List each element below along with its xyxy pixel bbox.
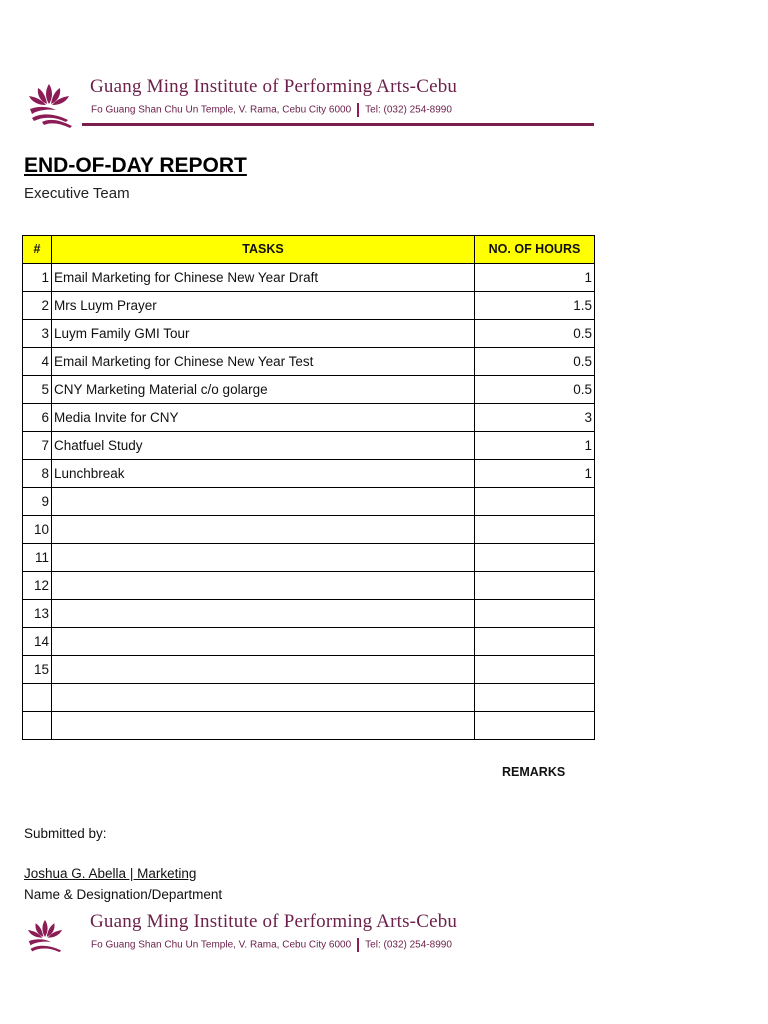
row-number: 15 bbox=[23, 656, 52, 684]
row-task bbox=[52, 544, 475, 572]
submitter-name: Joshua G. Abella | Marketing bbox=[24, 866, 197, 881]
table-row bbox=[23, 516, 595, 544]
row-number: 14 bbox=[23, 628, 52, 656]
row-hours bbox=[475, 600, 595, 628]
lotus-logo-icon bbox=[22, 76, 76, 130]
row-number: 10 bbox=[23, 516, 52, 544]
row-task: Media Invite for CNY bbox=[52, 404, 475, 432]
row-number bbox=[23, 684, 52, 712]
row-number: 12 bbox=[23, 572, 52, 600]
row-hours bbox=[475, 572, 595, 600]
row-hours: 1.5 bbox=[475, 292, 595, 320]
table-row bbox=[23, 628, 595, 656]
table-row bbox=[23, 656, 595, 684]
task-rows bbox=[23, 264, 595, 740]
table-row bbox=[23, 684, 595, 712]
footer-letterhead bbox=[20, 911, 600, 971]
remarks-label: REMARKS bbox=[502, 765, 566, 779]
table-row bbox=[23, 348, 595, 376]
row-task bbox=[52, 656, 475, 684]
row-hours bbox=[475, 516, 595, 544]
row-task: Email Marketing for Chinese New Year Draft bbox=[52, 264, 475, 292]
org-name: Guang Ming Institute of Performing Arts-Cebu bbox=[90, 76, 458, 97]
row-task: CNY Marketing Material c/o golarge bbox=[52, 376, 475, 404]
row-number: 13 bbox=[23, 600, 52, 628]
table-row bbox=[23, 544, 595, 572]
row-hours: 0.5 bbox=[475, 348, 595, 376]
designation-label: Name & Designation/Department bbox=[24, 887, 223, 902]
report-subtitle: Executive Team bbox=[24, 185, 130, 202]
row-hours bbox=[475, 544, 595, 572]
row-hours: 0.5 bbox=[475, 320, 595, 348]
row-hours bbox=[475, 712, 595, 740]
table-row bbox=[23, 376, 595, 404]
row-hours: 1 bbox=[475, 432, 595, 460]
row-hours: 0.5 bbox=[475, 376, 595, 404]
table-row bbox=[23, 404, 595, 432]
row-hours: 1 bbox=[475, 264, 595, 292]
row-hours: 3 bbox=[475, 404, 595, 432]
table-row bbox=[23, 320, 595, 348]
row-number: 11 bbox=[23, 544, 52, 572]
row-task bbox=[52, 600, 475, 628]
row-task bbox=[52, 712, 475, 740]
table-header-row bbox=[23, 236, 595, 264]
row-task: Luym Family GMI Tour bbox=[52, 320, 475, 348]
row-number: 5 bbox=[23, 376, 52, 404]
row-task bbox=[52, 488, 475, 516]
row-number: 2 bbox=[23, 292, 52, 320]
row-number bbox=[23, 712, 52, 740]
table-row bbox=[23, 264, 595, 292]
lotus-logo-icon bbox=[22, 913, 68, 959]
org-address: Fo Guang Shan Chu Un Temple, V. Rama, Cebu City 6000 bbox=[91, 104, 352, 116]
row-task: Lunchbreak bbox=[52, 460, 475, 488]
header-letterhead bbox=[20, 76, 600, 136]
row-task: Email Marketing for Chinese New Year Test bbox=[52, 348, 475, 376]
header-hours: NO. OF HOURS bbox=[475, 236, 595, 264]
row-hours: 1 bbox=[475, 460, 595, 488]
tasks-table bbox=[22, 235, 595, 740]
row-task: Chatfuel Study bbox=[52, 432, 475, 460]
row-hours bbox=[475, 684, 595, 712]
table-row bbox=[23, 712, 595, 740]
org-name: Guang Ming Institute of Performing Arts-Cebu bbox=[90, 911, 458, 932]
org-address: Fo Guang Shan Chu Un Temple, V. Rama, Cebu City 6000 bbox=[91, 939, 352, 951]
row-task bbox=[52, 572, 475, 600]
header-number: # bbox=[23, 236, 52, 264]
table-row bbox=[23, 460, 595, 488]
report-title: END-OF-DAY REPORT bbox=[24, 154, 247, 177]
org-phone: Tel: (032) 254-8990 bbox=[365, 939, 452, 951]
row-number: 6 bbox=[23, 404, 52, 432]
row-number: 3 bbox=[23, 320, 52, 348]
row-hours bbox=[475, 656, 595, 684]
row-task bbox=[52, 516, 475, 544]
row-number: 1 bbox=[23, 264, 52, 292]
org-phone: Tel: (032) 254-8990 bbox=[365, 104, 452, 116]
row-hours bbox=[475, 628, 595, 656]
row-task bbox=[52, 628, 475, 656]
submitted-by-label: Submitted by: bbox=[24, 826, 107, 841]
row-number: 7 bbox=[23, 432, 52, 460]
table-row bbox=[23, 572, 595, 600]
org-address-line bbox=[91, 938, 452, 952]
table-row bbox=[23, 600, 595, 628]
row-number: 9 bbox=[23, 488, 52, 516]
address-separator bbox=[357, 938, 359, 952]
row-hours bbox=[475, 488, 595, 516]
address-separator bbox=[357, 103, 359, 117]
row-number: 8 bbox=[23, 460, 52, 488]
table-row bbox=[23, 488, 595, 516]
row-task bbox=[52, 684, 475, 712]
table-row bbox=[23, 432, 595, 460]
row-number: 4 bbox=[23, 348, 52, 376]
header-tasks: TASKS bbox=[52, 236, 475, 264]
table-row bbox=[23, 292, 595, 320]
letterhead-rule bbox=[82, 123, 594, 126]
row-task: Mrs Luym Prayer bbox=[52, 292, 475, 320]
org-address-line bbox=[91, 103, 452, 117]
